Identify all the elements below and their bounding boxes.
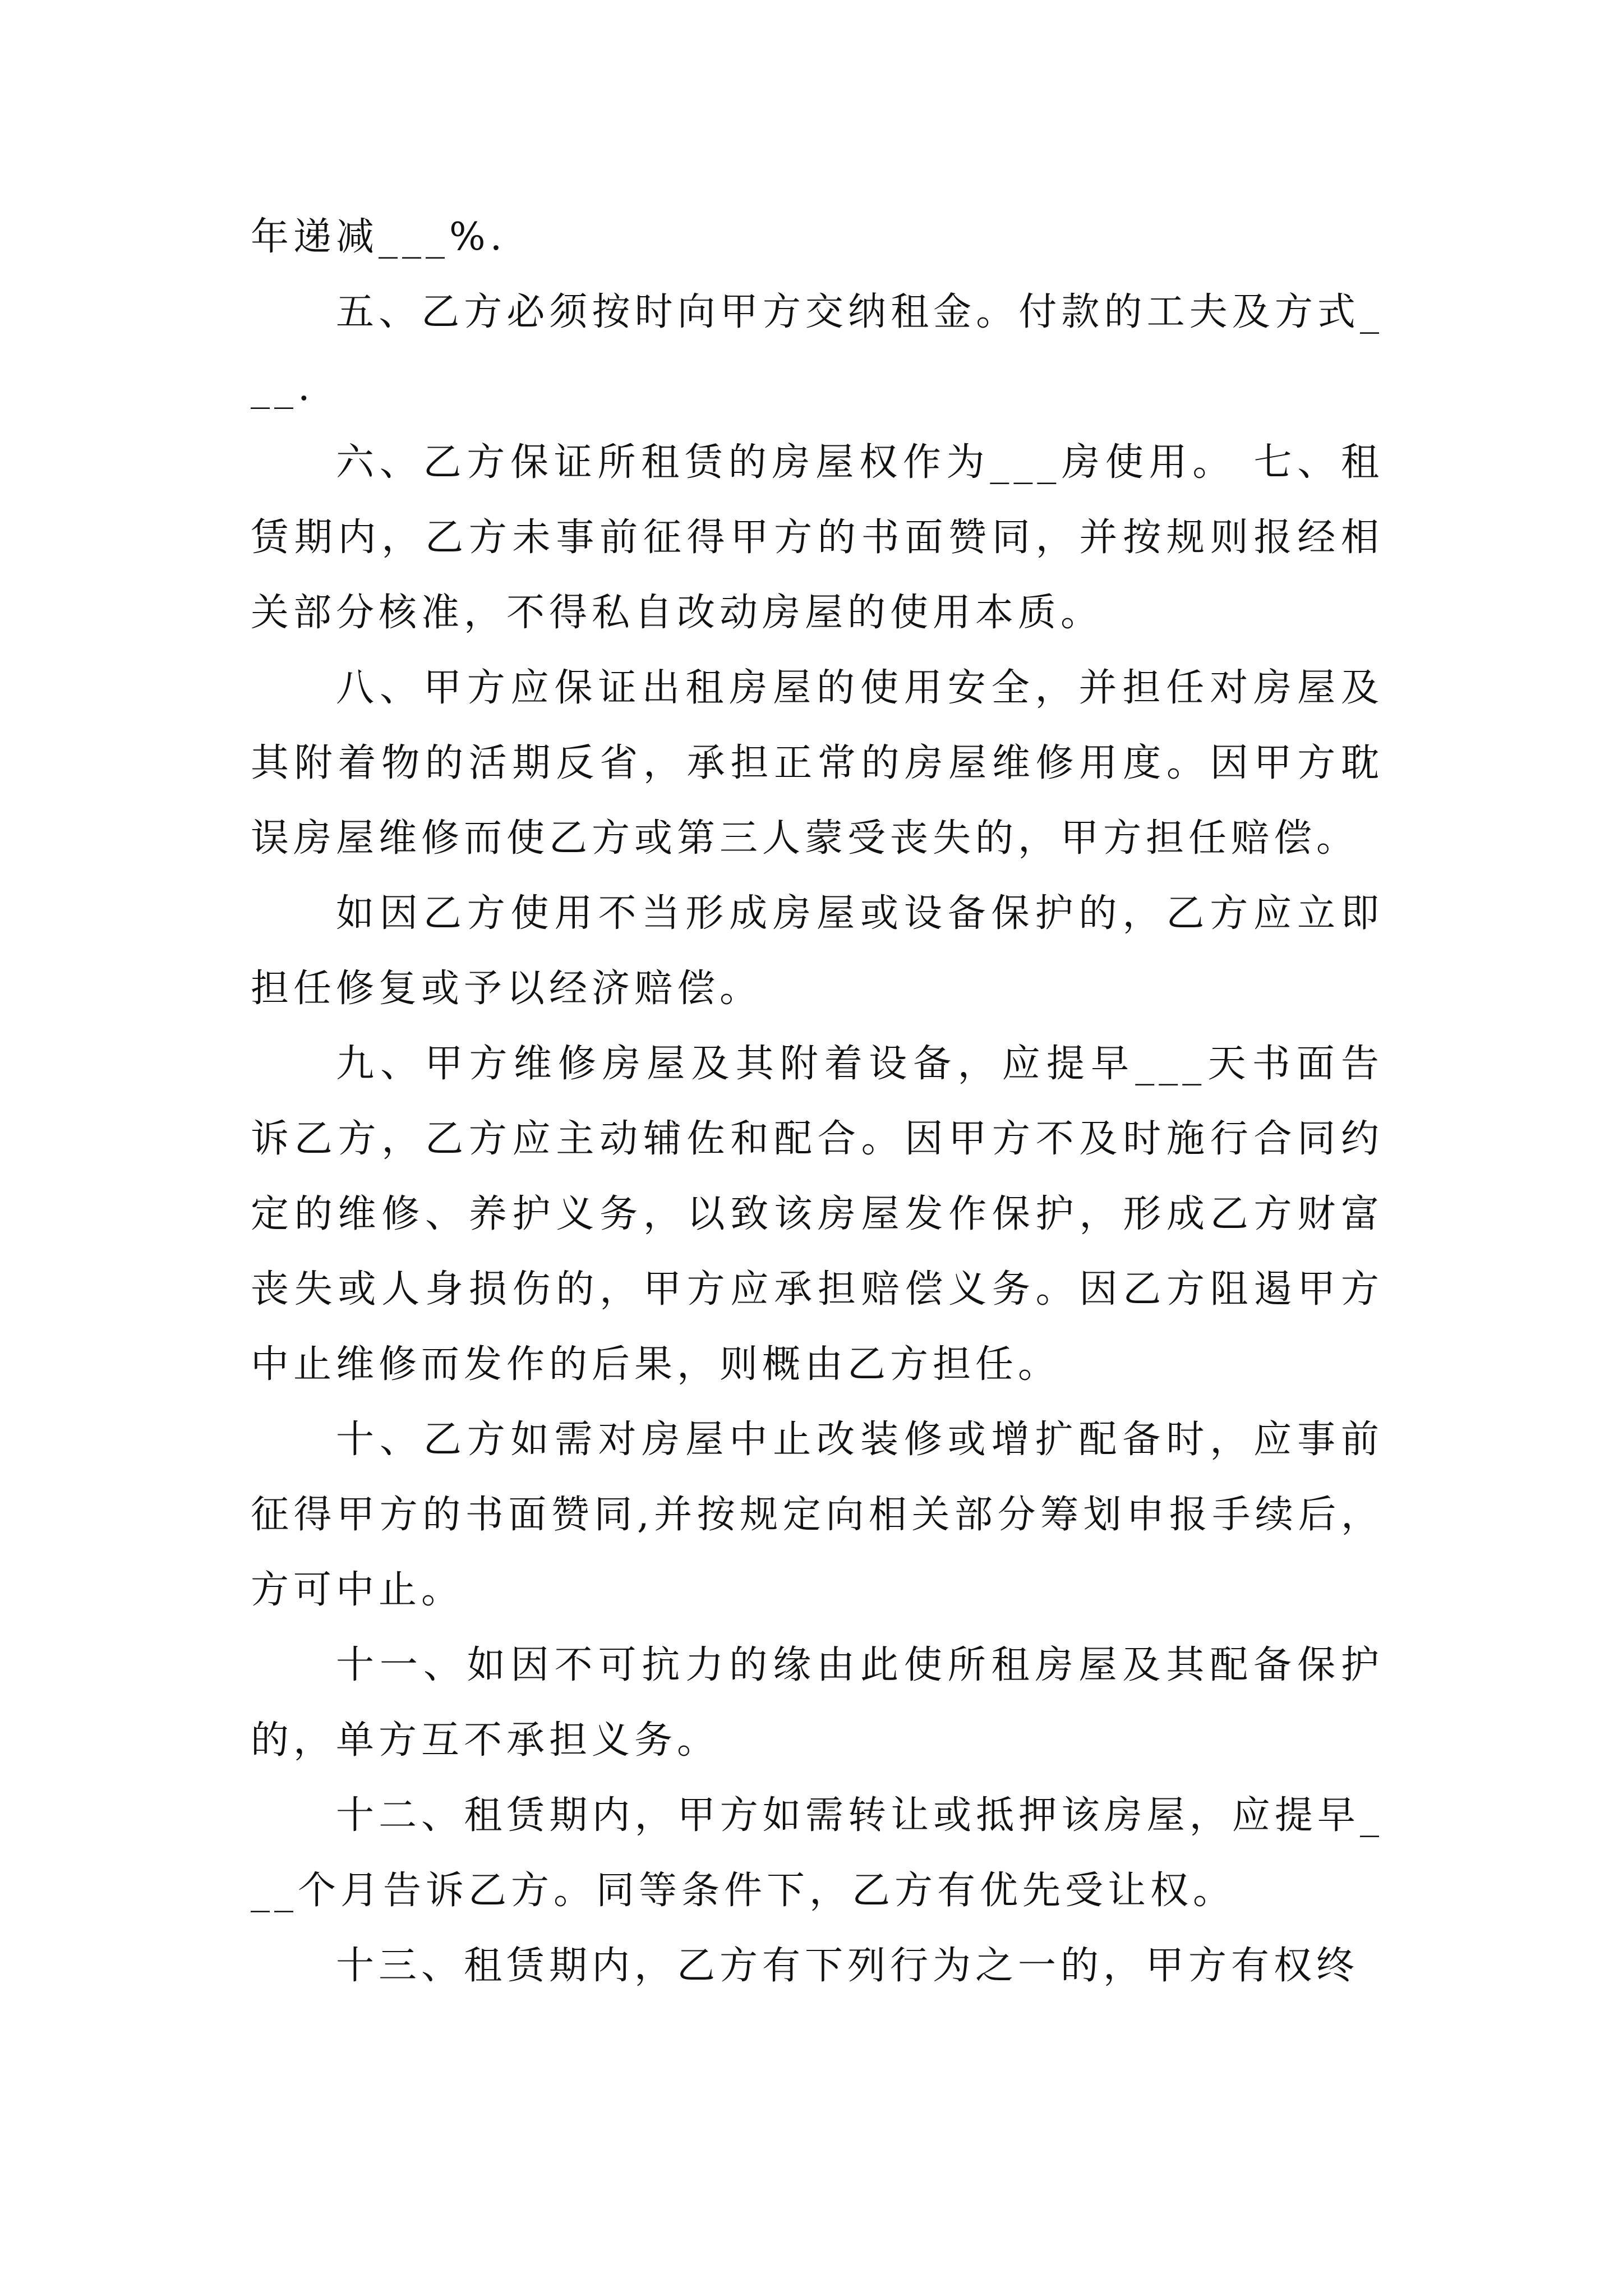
contract-body [251, 200, 1384, 2004]
paragraph-7: 十、乙方如需对房屋中止改装修或增扩配备时，应事前征得甲方的书面赞同,并按规定向相关部分筹划申报手续后，方可中止。 [251, 1418, 1384, 1612]
paragraph-9: 十二、租赁期内，甲方如需转让或抵押该房屋，应提早___个月告诉乙方。同等条件下，乙方有优先受让权。 [251, 1793, 1384, 1913]
paragraph-2: 五、乙方必须按时向甲方交纳租金。付款的工夫及方式___. [251, 290, 1384, 409]
paragraph-1: 年递减___%. [251, 215, 507, 259]
paragraph-3: 六、乙方保证所租赁的房屋权作为___房使用。 七、租赁期内，乙方未事前征得甲方的书面赞同，并按规则报经相关部分核准，不得私自改动房屋的使用本质。 [251, 440, 1384, 635]
paragraph-6: 九、甲方维修房屋及其附着设备，应提早___天书面告诉乙方，乙方应主动辅佐和配合。因甲方不及时施行合同约定的维修、养护义务，以致该房屋发作保护，形成乙方财富丧失或人身损伤的，甲方应承担赔偿义务。因乙方阻遏甲方中止维修而发作的后果，则概由乙方担任。 [251, 1042, 1384, 1387]
paragraph-10: 十三、租赁期内，乙方有下列行为之一的，甲方有权终 [336, 1944, 1359, 1988]
paragraph-4: 八、甲方应保证出租房屋的使用安全，并担任对房屋及其附着物的活期反省，承担正常的房屋维修用度。因甲方耽误房屋维修而使乙方或第三人蒙受丧失的，甲方担任赔偿。 [251, 666, 1384, 861]
paragraph-8: 十一、如因不可抗力的缘由此使所租房屋及其配备保护的，单方互不承担义务。 [251, 1643, 1384, 1763]
paragraph-5: 如因乙方使用不当形成房屋或设备保护的，乙方应立即担任修复或予以经济赔偿。 [251, 891, 1384, 1011]
